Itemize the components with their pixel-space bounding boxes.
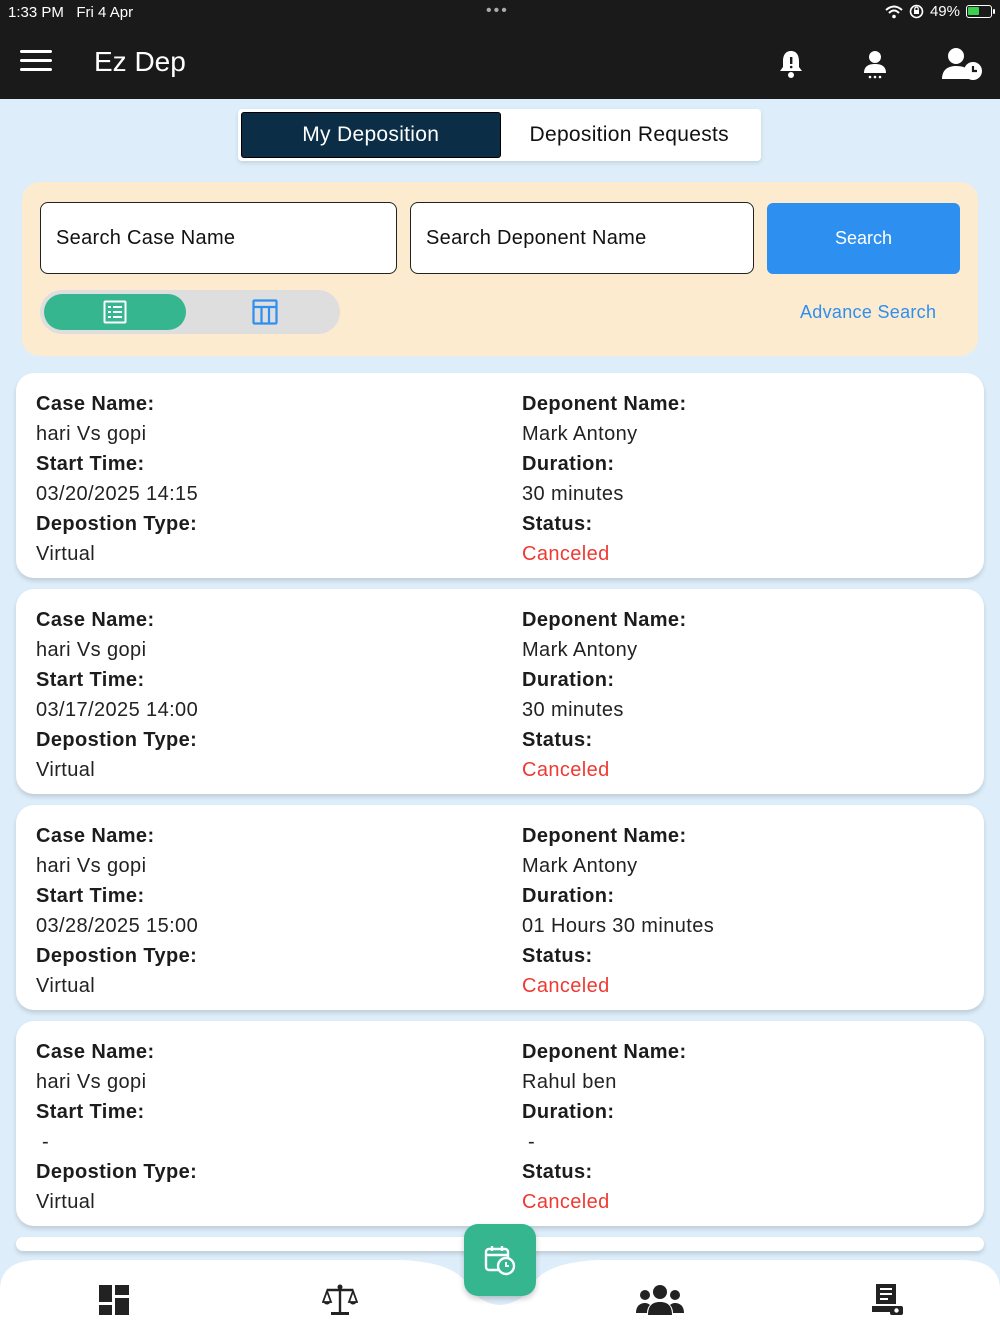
status-value: Canceled bbox=[522, 1191, 610, 1213]
deposition-type-label: Depostion Type: bbox=[36, 945, 198, 967]
deposition-type-label: Depostion Type: bbox=[36, 513, 198, 535]
start-time-label: Start Time: bbox=[36, 885, 145, 907]
status-label: Status: bbox=[522, 729, 593, 751]
deponent-name-label: Deponent Name: bbox=[522, 825, 687, 847]
deponent-name-label: Deponent Name: bbox=[522, 1041, 687, 1063]
search-panel bbox=[22, 182, 978, 356]
users-icon[interactable] bbox=[636, 1278, 684, 1322]
user-icon[interactable] bbox=[855, 44, 895, 84]
start-time-label: Start Time: bbox=[36, 669, 145, 691]
start-time-value: 03/28/2025 15:00 bbox=[36, 915, 199, 937]
duration-value: - bbox=[522, 1131, 536, 1153]
deposition-card[interactable] bbox=[16, 1021, 984, 1226]
bell-icon[interactable] bbox=[771, 44, 811, 84]
case-name-label: Case Name: bbox=[36, 393, 155, 415]
deposition-type-value: Virtual bbox=[36, 759, 96, 781]
duration-label: Duration: bbox=[522, 669, 615, 691]
deposition-card[interactable] bbox=[16, 589, 984, 794]
dashboard-icon[interactable] bbox=[90, 1278, 138, 1322]
case-name-value: hari Vs gopi bbox=[36, 855, 147, 877]
tab-my-deposition[interactable]: My Deposition bbox=[241, 112, 501, 158]
duration-label: Duration: bbox=[522, 1101, 615, 1123]
deponent-name-value: Mark Antony bbox=[522, 639, 638, 661]
case-name-value: hari Vs gopi bbox=[36, 423, 147, 445]
start-time-value: 03/17/2025 14:00 bbox=[36, 699, 199, 721]
start-time-label: Start Time: bbox=[36, 1101, 145, 1123]
tab-deposition-requests[interactable]: Deposition Requests bbox=[529, 123, 729, 146]
app-title: Ez Dep bbox=[94, 46, 186, 77]
invoice-icon[interactable] bbox=[862, 1278, 910, 1322]
deponent-name-search-input[interactable] bbox=[410, 202, 754, 274]
status-label: Status: bbox=[522, 1161, 593, 1183]
calendar-clock-icon[interactable] bbox=[464, 1224, 536, 1296]
deponent-name-value: Rahul ben bbox=[522, 1071, 617, 1093]
deposition-type-value: Virtual bbox=[36, 543, 96, 565]
status-date: Fri 4 Apr bbox=[76, 4, 134, 21]
start-time-label: Start Time: bbox=[36, 453, 145, 475]
case-name-search-input[interactable] bbox=[40, 202, 397, 274]
deponent-name-value: Mark Antony bbox=[522, 855, 638, 877]
view-mode-toggle bbox=[40, 290, 340, 334]
battery-percent: 49% bbox=[929, 3, 960, 20]
status-time: 1:33 PM Fri 4 Apr bbox=[8, 4, 134, 21]
deponent-name-value: Mark Antony bbox=[522, 423, 638, 445]
app-header bbox=[0, 0, 1000, 99]
list-view-icon[interactable] bbox=[44, 294, 186, 330]
wifi-icon bbox=[885, 5, 903, 19]
deposition-type-label: Depostion Type: bbox=[36, 1161, 198, 1183]
deposition-tabs bbox=[238, 109, 761, 161]
user-clock-icon[interactable] bbox=[940, 44, 984, 84]
duration-value: 01 Hours 30 minutes bbox=[522, 915, 715, 937]
deposition-type-value: Virtual bbox=[36, 975, 96, 997]
case-name-label: Case Name: bbox=[36, 609, 155, 631]
status-value: Canceled bbox=[522, 543, 610, 565]
case-name-label: Case Name: bbox=[36, 825, 155, 847]
status-label: Status: bbox=[522, 945, 593, 967]
case-name-value: hari Vs gopi bbox=[36, 639, 147, 661]
case-name-label: Case Name: bbox=[36, 1041, 155, 1063]
deposition-list bbox=[16, 373, 984, 1251]
duration-label: Duration: bbox=[522, 885, 615, 907]
status-value: Canceled bbox=[522, 975, 610, 997]
start-time-value: 03/20/2025 14:15 bbox=[36, 483, 199, 505]
duration-label: Duration: bbox=[522, 453, 615, 475]
duration-value: 30 minutes bbox=[522, 699, 624, 721]
start-time-value: - bbox=[36, 1131, 50, 1153]
deposition-type-label: Depostion Type: bbox=[36, 729, 198, 751]
status-indicators bbox=[885, 3, 992, 20]
menu-icon[interactable] bbox=[20, 50, 52, 76]
orientation-lock-icon bbox=[909, 4, 924, 19]
deponent-name-label: Deponent Name: bbox=[522, 393, 687, 415]
battery-icon bbox=[966, 5, 992, 18]
multitask-dots-icon[interactable]: ••• bbox=[486, 2, 509, 19]
deposition-card[interactable] bbox=[16, 373, 984, 578]
status-label: Status: bbox=[522, 513, 593, 535]
deposition-card[interactable] bbox=[16, 805, 984, 1010]
search-button[interactable]: Search bbox=[767, 203, 960, 274]
duration-value: 30 minutes bbox=[522, 483, 624, 505]
status-value: Canceled bbox=[522, 759, 610, 781]
deposition-type-value: Virtual bbox=[36, 1191, 96, 1213]
case-name-value: hari Vs gopi bbox=[36, 1071, 147, 1093]
deponent-name-label: Deponent Name: bbox=[522, 609, 687, 631]
advance-search-link[interactable]: Advance Search bbox=[800, 302, 937, 322]
scales-icon[interactable] bbox=[316, 1278, 364, 1322]
table-view-icon[interactable] bbox=[200, 294, 330, 330]
